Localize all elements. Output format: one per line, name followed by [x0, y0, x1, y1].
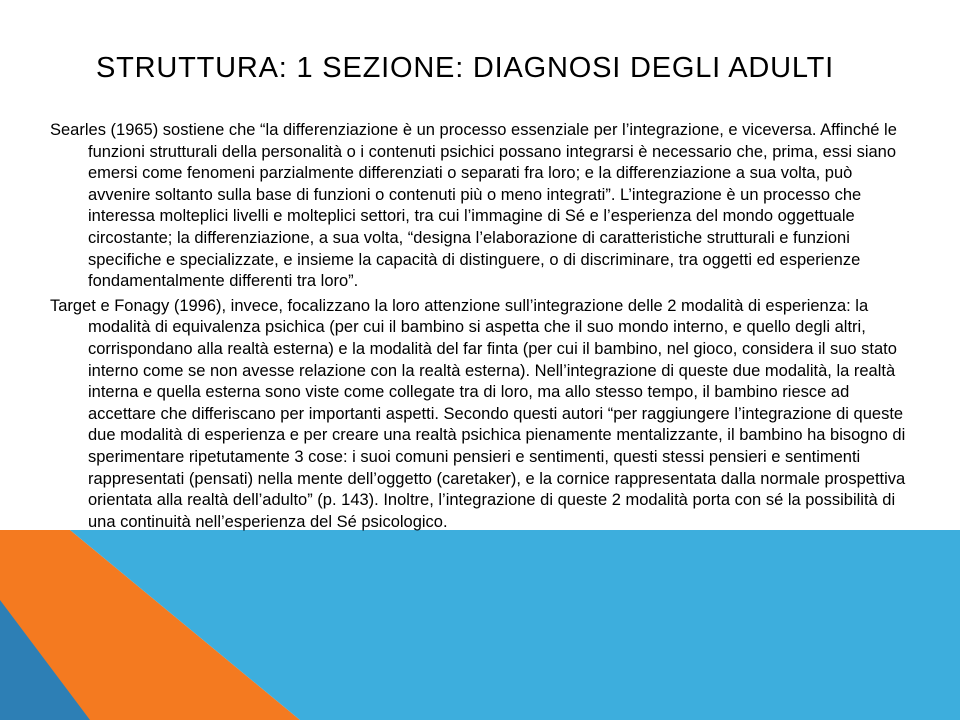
- paragraph-target-fonagy: Target e Fonagy (1996), invece, focalizzano la loro attenzione sull’integrazione delle 2 modalità di esperienza: la modalità di equivalenza psichica (per cui il bambino si aspetta che il suo mondo interno, e quello degli altri, corrispondano alla realtà esterna) e la modalità del far finta (per cui il bambino, nel gioco, considera il suo stato interno come se non avesse relazione con la realtà esterna). Nell’integrazione di queste due modalità, la realtà interna e quella esterna sono viste come collegate tra di loro, ma allo stesso tempo, il bambino riesce ad accettare che differiscano per importanti aspetti. Secondo questi autori “per raggiungere l’integrazione di queste due modalità di esperienza e per creare una realtà psichica pienamente mentalizzante, il bambino ha bisogno di sperimentare ripetutamente 3 cose: i suoi comuni pensieri e sentimenti, questi stessi pensieri e sentimenti rappresentati (pensati) nella mente dell’oggetto (caretaker), e la cornice rappresentata dalla normale prospettiva orientata alla realtà dell’adulto” (p. 143). Inoltre, l’integrazione di queste 2 modalità porta con sé la possibilità di una continuità nell’esperienza del Sé psicologico.: [50, 296, 906, 531]
- paragraph-searles: Searles (1965) sostiene che “la differenziazione è un processo essenziale per l’integrazione, e viceversa. Affinché le funzioni strutturali della personalità o i contenuti psichici possano integrarsi è necessario che, prima, essi siano emersi come fenomeni parzialmente differenziati o separati fra loro; e la differenziazione a sua volta, può avvenire soltanto sulla base di funzioni o contenuti più o meno integrati”. L’integrazione è un processo che interessa molteplici livelli e molteplici settori, tra cui l’immagine di Sé e l’esperienza del mondo oggettuale circostante; la differenziazione, a sua volta, “designa l’elaborazione di caratteristiche strutturali e funzioni specifiche e specializzate, e insieme la capacità di distinguere, o di discriminare, tra oggetti ed esperienze fondamentalmente differenti tra loro”.: [50, 121, 897, 291]
- slide-title: STRUTTURA: 1 SEZIONE: DIAGNOSI DEGLI ADULTI: [96, 52, 835, 84]
- slide-body: [50, 120, 910, 536]
